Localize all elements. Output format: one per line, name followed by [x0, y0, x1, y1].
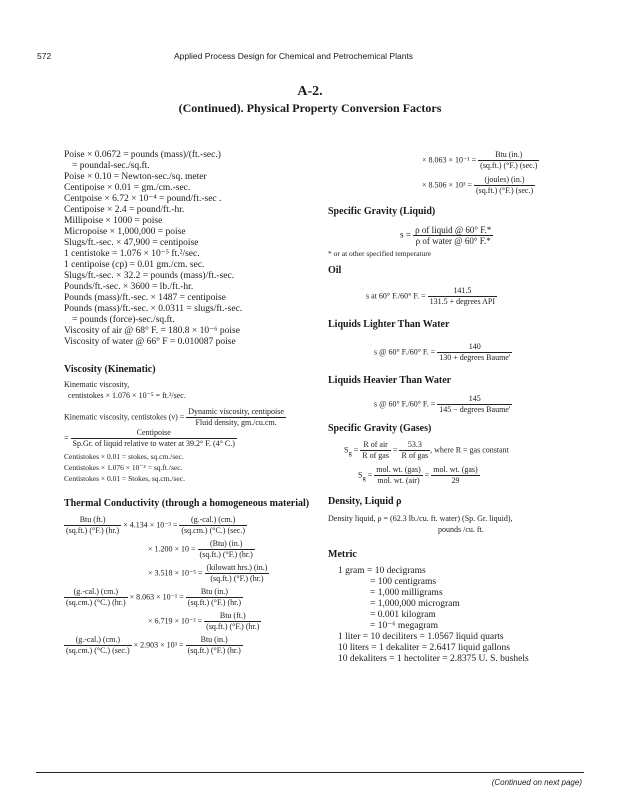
density-line: pounds /cu. ft.: [438, 525, 484, 534]
kinematic-note: Centistokes × 0.01 = stokes, sq.cm./sec.: [64, 452, 184, 461]
factor: × 8.063 × 10⁻¹ =: [129, 592, 184, 602]
viscosity-line: Poise × 0.0672 = pounds (mass)/(ft.-sec.): [64, 150, 221, 160]
sg-liquid-heading: Specific Gravity (Liquid): [328, 206, 436, 217]
sg-liquid-formula: [328, 225, 588, 246]
viscosity-line: Micropoise × 1,000,000 = poise: [64, 227, 186, 237]
density-line: Density liquid, ρ = (62.3 lb./cu. ft. water) (Sp. Gr. liquid),: [328, 514, 513, 523]
metric-line: = 10⁻⁶ megagram: [370, 621, 439, 631]
thermal-formula-5: [148, 611, 261, 632]
viscosity-line: = poundal-sec./sq.ft.: [72, 161, 150, 171]
viscosity-line: Viscosity of water @ 66° F = 0.010087 poise: [64, 337, 236, 347]
oil-formula: [328, 286, 588, 307]
gases-formula-1: [328, 440, 588, 461]
numerator: (g.-cal.) (cm.): [179, 515, 247, 526]
numerator: 140: [437, 342, 512, 353]
numerator: mol. wt. (gas): [376, 465, 421, 474]
viscosity-line: Pounds (mass)/ft.-sec. × 1487 = centipoise: [64, 293, 226, 303]
metric-line: 1 gram = 10 decigrams: [338, 566, 426, 576]
viscosity-line: Slugs/ft.-sec. × 47,900 = centipoise: [64, 238, 199, 248]
left-column: [64, 150, 324, 709]
oil-heading: Oil: [328, 265, 342, 276]
factor: × 8.063 × 10⁻¹ =: [422, 155, 477, 165]
formula-lhs: s @ 60° F./60° F. =: [374, 399, 436, 409]
numerator: (kilowatt hrs.) (in.): [206, 563, 268, 572]
thermal-formula-3: [148, 563, 269, 584]
kinematic-note: Centistokes × 0.01 = Stokes, sq.cm./sec.: [64, 474, 185, 483]
gases-heading: Specific Gravity (Gases): [328, 423, 432, 434]
denominator: 29: [451, 476, 460, 485]
viscosity-line: Centipoise × 0.01 = gm./cm.-sec.: [64, 183, 191, 193]
factor: × 2.903 × 10³ =: [133, 640, 184, 650]
viscosity-line: Pounds (mass)/ft.-sec. × 0.0311 = slugs/ft.-sec.: [64, 304, 243, 314]
viscosity-line: Viscosity of air @ 68° F. = 180.8 × 10⁻⁶ poise: [64, 326, 240, 336]
factor: × 6.719 × 10⁻² =: [148, 616, 203, 626]
numerator: ρ of liquid @ 60° F.*: [415, 225, 492, 235]
numerator: (g.-cal.) (cm.): [64, 635, 132, 646]
denominator: (sq.ft.) (°F.) (sec.): [475, 186, 534, 195]
numerator: Btu (ft.): [64, 515, 121, 526]
fraction: [186, 407, 286, 428]
viscosity-line: Millipoise × 1000 = poise: [64, 216, 163, 226]
kinematic-note: Centistokes × 1.076 × 10⁻⁴ = sq.ft./sec.: [64, 463, 183, 472]
denominator: (sq.ft.) (°F.) (hr.): [210, 574, 264, 583]
footer-rule: [36, 772, 584, 773]
formula-lhs: s @ 60° F./60° F. =: [374, 347, 436, 357]
denominator: (sq.ft.) (°F.) (hr.): [199, 550, 253, 559]
equals-sign: =: [367, 470, 373, 480]
numerator: (joules) (in.): [474, 175, 535, 186]
kinematic-formula: [64, 407, 324, 428]
numerator: mol. wt. (gas): [433, 465, 478, 474]
denominator: (sq.ft.) (°F.) (hr.): [66, 526, 120, 535]
numerator: Centipoise: [71, 428, 237, 439]
viscosity-line: Pounds/ft.-sec. × 3600 = lb./ft.-hr.: [64, 282, 194, 292]
metric-line: = 1,000 milligrams: [370, 588, 443, 598]
denominator: 131.5 + degrees API: [429, 297, 496, 306]
metric-line: 10 dekaliters = 1 hectoliter = 2.8375 U. S. bushels: [338, 654, 529, 664]
factor: × 3.518 × 10⁻⁵ =: [148, 568, 203, 578]
factor: × 4.134 × 10⁻³ =: [123, 520, 178, 530]
lighter-formula: [328, 342, 588, 363]
thermal-formula-2: [148, 539, 255, 560]
denominator: mol. wt. (air): [377, 476, 420, 485]
thermal-formulas: [64, 509, 324, 709]
gases-formula-2: [328, 465, 588, 486]
metric-heading: Metric: [328, 549, 357, 560]
denominator: R of gas: [401, 451, 429, 460]
equals-sign: =: [64, 433, 69, 443]
viscosity-line: 1 centipoise (cp) = 0.01 gm./cm. sec.: [64, 260, 205, 270]
formula-lhs: s at 60° F./60° F. =: [366, 291, 426, 301]
viscosity-line: Poise × 0.10 = Newton-sec./sq. meter: [64, 172, 207, 182]
factor: × 1.200 × 10 =: [148, 544, 196, 554]
viscosity-list: [64, 150, 324, 348]
equals-sign: =: [392, 445, 398, 455]
viscosity-line: Centpoise × 6.72 × 10⁻⁴ = pound/ft.-sec .: [64, 194, 222, 204]
conductivity-formula-1: [328, 150, 588, 171]
running-title: Applied Process Design for Chemical and Petrochemical Plants: [174, 51, 414, 61]
formula-lhs: s =: [400, 229, 411, 240]
subscript: g: [362, 474, 366, 482]
table-title: (Continued). Physical Property Conversion Factors: [178, 101, 442, 115]
viscosity-line: = pounds (force)-sec./sq.ft.: [72, 315, 175, 325]
denominator: 145 − degrees Baume': [439, 405, 511, 414]
numerator: Btu (ft.): [204, 611, 261, 622]
formula-note: , where R = gas constant: [430, 445, 509, 455]
denominator: (sq.ft.) (°F.) (sec.): [480, 161, 538, 170]
numerator: (g.-cal.) (cm.): [64, 587, 128, 598]
metric-line: 1 liter = 10 deciliters = 1.0567 liquid quarts: [338, 632, 504, 642]
density-heading: Density, Liquid ρ: [328, 496, 402, 507]
continued-note: (Continued on next page): [491, 778, 582, 787]
denominator: Fluid density, gm./cu.cm.: [195, 418, 277, 427]
thermal-formula-6: [64, 635, 243, 656]
metric-line: = 0.001 kilogram: [370, 610, 436, 620]
lighter-heading: Liquids Lighter Than Water: [328, 319, 450, 330]
factor: × 8.506 × 10³ =: [422, 180, 472, 190]
heavier-heading: Liquids Heavier Than Water: [328, 375, 452, 386]
numerator: 145: [437, 394, 512, 405]
fraction: [71, 428, 237, 449]
right-column: [328, 150, 588, 665]
formula-lhs: S: [344, 445, 349, 455]
table-number: A-2.: [297, 84, 323, 99]
equals-sign: =: [424, 470, 430, 480]
metric-line: = 1,000,000 microgram: [370, 599, 460, 609]
metric-line: = 100 centigrams: [370, 577, 437, 587]
numerator: Btu (in.): [186, 587, 243, 598]
sg-footnote: * or at other specified temperature: [328, 249, 432, 258]
denominator: ρ of water @ 60° F.*: [415, 236, 491, 246]
denominator: Sp.Gr. of liquid relative to water at 39.2° F. (4° C.): [72, 439, 235, 448]
thermal-heading: Thermal Conductivity (through a homogeneous material): [64, 498, 310, 509]
thermal-formula-4: [64, 587, 243, 608]
kinematic-label: Kinematic viscosity,: [64, 380, 130, 389]
denominator: (sq.cm.) (°C.) (sec.): [66, 646, 130, 655]
numerator: 53.3: [399, 440, 430, 451]
metric-list: [328, 566, 588, 665]
numerator: 141.5: [428, 286, 497, 297]
denominator: (sq.cm.) (°C.) (hr.): [66, 598, 126, 607]
numerator: Btu (in.): [478, 150, 539, 161]
denominator: (sq.cm.) (°C.) (sec.): [181, 526, 245, 535]
formula-lhs: S: [358, 470, 363, 480]
numerator: (Btu) (in.): [198, 539, 255, 550]
subscript: g: [348, 449, 352, 457]
viscosity-line: 1 centistoke = 1.076 × 10⁻⁵ ft.²/sec.: [64, 249, 200, 259]
numerator: R of air: [360, 440, 391, 451]
numerator: Dynamic viscosity, centipoise: [188, 407, 284, 416]
denominator: (sq.ft.) (°F.) (hr.): [187, 598, 242, 607]
equals-sign: =: [353, 445, 359, 455]
denominator: (sq.ft.) (°F.) (hr.): [187, 646, 241, 655]
kinematic-heading: Viscosity (Kinematic): [64, 364, 156, 375]
denominator: 130 + degrees Baume': [439, 353, 511, 362]
viscosity-line: Slugs/ft.-sec. × 32.2 = pounds (mass)/ft.-sec.: [64, 271, 235, 281]
metric-line: 10 liters = 1 dekaliter = 2.6417 liquid gallons: [338, 643, 510, 653]
page-number: 572: [37, 51, 52, 61]
numerator: Btu (in.): [186, 635, 243, 646]
kinematic-formula-2: [64, 428, 324, 449]
denominator: R of gas: [362, 451, 389, 460]
heavier-formula: [328, 394, 588, 415]
thermal-formula-1: [64, 515, 247, 536]
viscosity-line: Centipoise × 2.4 = pound/ft.-hr.: [64, 205, 185, 215]
denominator: (sq.ft.) (°F.) (hr.): [206, 622, 260, 631]
kinematic-line: centistokes × 1.076 × 10⁻⁵ = ft.²/sec.: [68, 391, 186, 400]
formula-lhs: Kinematic viscosity, centistokes (ν) =: [64, 412, 185, 422]
conductivity-formula-2: [328, 175, 588, 196]
